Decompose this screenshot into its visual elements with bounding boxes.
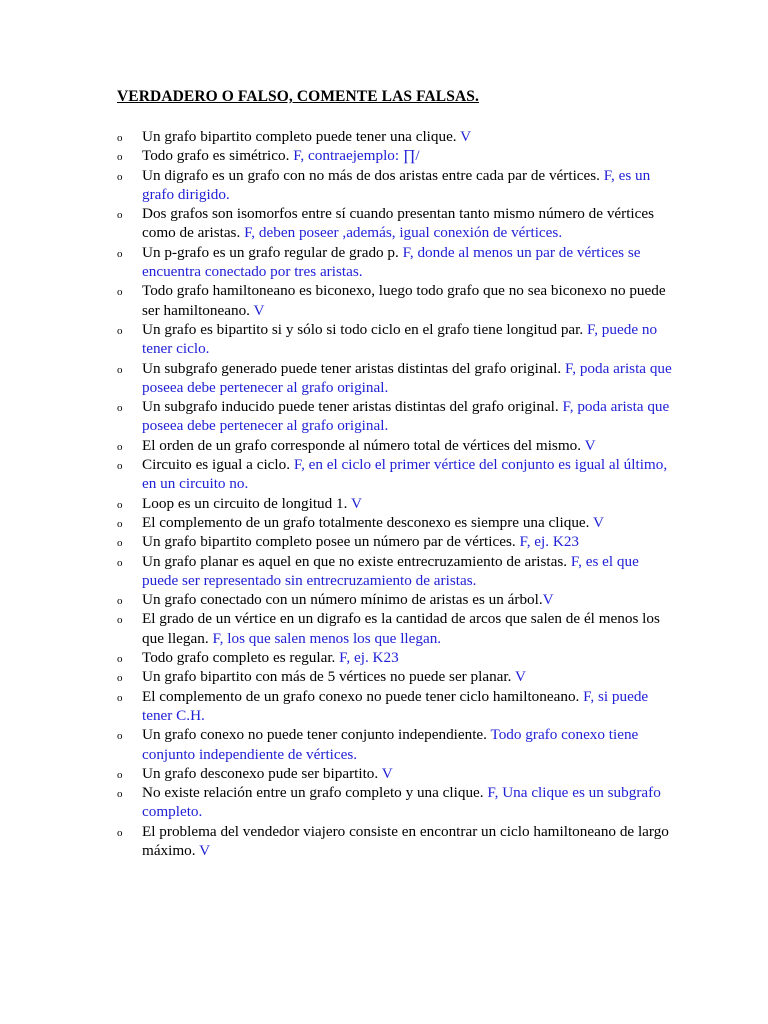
statement-text: Un grafo es bipartito si y sólo si todo ciclo en el grafo tiene longitud par. (142, 320, 587, 338)
answer-text: V (253, 301, 265, 319)
statement-text: Un p-grafo es un grafo regular de grado p. (142, 243, 403, 261)
answer-text: V (542, 591, 554, 609)
answer-text: V (514, 668, 526, 686)
answer-text: F, ej. K23 (339, 649, 399, 667)
answer-text: V (199, 841, 211, 859)
statement-item (117, 127, 677, 146)
statement-item (117, 822, 677, 861)
statement-item (117, 436, 677, 455)
bullet-icon: o (117, 556, 123, 569)
bullet-icon: o (117, 595, 123, 608)
statement-item (117, 609, 677, 648)
answer-text: V (381, 764, 393, 782)
statement-text: El problema del vendedor viajero consiste en encontrar un ciclo hamiltoneano de largo máximo. (142, 822, 669, 859)
statement-item (117, 725, 677, 764)
answer-text: V (460, 128, 472, 145)
statement-item (117, 494, 677, 513)
statement-text: Todo grafo hamiltoneano es biconexo, luego todo grafo que no sea biconexo no puede ser hamiltoneano. (142, 282, 666, 319)
statement-item (117, 513, 677, 532)
bullet-icon: o (117, 730, 123, 743)
answer-text: F, Una clique es un subgrafo completo. (142, 784, 661, 821)
bullet-icon: o (117, 672, 123, 685)
statement-item (117, 667, 677, 686)
answer-text: F, poda arista que poseea debe pertenecer al grafo original. (142, 398, 670, 435)
statement-item (117, 320, 677, 359)
statement-text: El complemento de un grafo conexo no puede tener ciclo hamiltoneano. (142, 687, 584, 705)
bullet-icon: o (117, 209, 123, 222)
bullet-icon: o (117, 517, 123, 530)
statement-text: Un grafo conectado con un número mínimo de aristas es un árbol. (142, 591, 543, 609)
statement-text: Un grafo desconexo pude ser bipartito. (142, 764, 382, 782)
bullet-icon: o (117, 826, 123, 839)
answer-text: F, puede no tener ciclo. (142, 320, 658, 358)
answer-text: F, los que salen menos los que llegan. (212, 629, 442, 647)
statement-text: Circuito es igual a ciclo. (142, 456, 294, 474)
statement-item (117, 204, 677, 243)
answer-text: F, ej. K23 (519, 533, 580, 551)
statement-item (117, 281, 677, 320)
statement-text: Todo grafo completo es regular. (142, 649, 340, 667)
statement-text: Un digrafo es un grafo con no más de dos aristas entre cada par de vértices. (142, 166, 604, 184)
bullet-icon: o (117, 324, 123, 337)
bullet-icon: o (117, 286, 123, 299)
bullet-icon: o (117, 691, 123, 704)
statement-text: Un grafo bipartito completo puede tener una clique. (142, 128, 461, 145)
bullet-icon: o (117, 537, 123, 550)
statement-item (117, 243, 677, 282)
bullet-icon: o (117, 460, 123, 473)
bullet-icon: o (117, 788, 123, 801)
statement-text: Un grafo conexo no puede tener conjunto independiente. (142, 726, 491, 744)
bullet-icon: o (117, 440, 123, 453)
statement-item (117, 397, 677, 436)
answer-text: F, donde al menos un par de vértices se encuentra conectado por tres aristas. (142, 243, 641, 281)
statement-list (117, 127, 677, 860)
statement-item (117, 687, 677, 726)
answer-text: F, es el que puede ser representado sin entrecruzamiento de aristas. (142, 552, 639, 589)
statement-text: Dos grafos son isomorfos entre sí cuando presentan tanto mismo número de vértices como de aristas. (142, 205, 655, 242)
answer-text: F, en el ciclo el primer vértice del conjunto es igual al último, en un circuito no. (142, 456, 668, 493)
statement-item (117, 532, 677, 551)
bullet-icon: o (117, 363, 123, 376)
bullet-icon: o (117, 614, 123, 627)
answer-text: V (592, 513, 604, 531)
statement-text: El complemento de un grafo totalmente desconexo es siempre una clique. (142, 513, 593, 531)
statement-text: El orden de un grafo corresponde al número total de vértices del mismo. (142, 436, 585, 454)
statement-item (117, 764, 677, 783)
statement-text: Un grafo bipartito con más de 5 vértices no puede ser planar. (142, 668, 515, 686)
answer-text: Todo grafo conexo tiene conjunto independiente de vértices. (142, 726, 639, 763)
statement-item (117, 552, 677, 591)
bullet-icon: o (117, 498, 123, 511)
statement-item (117, 359, 677, 398)
statement-text: No existe relación entre un grafo completo y una clique. (142, 784, 488, 802)
bullet-icon: o (117, 402, 123, 415)
bullet-icon: o (117, 151, 123, 164)
answer-text: F, si puede tener C.H. (142, 687, 649, 724)
statement-text: Un subgrafo inducido puede tener aristas distintas del grafo original. (142, 398, 563, 416)
answer-text: F, es un grafo dirigido. (142, 166, 651, 203)
bullet-icon: o (117, 132, 123, 144)
statement-item (117, 783, 677, 822)
statement-text: Un grafo bipartito completo posee un número par de vértices. (142, 533, 520, 551)
statement-text: El grado de un vértice en un digrafo es la cantidad de arcos que salen de él menos los que llegan. (142, 610, 660, 647)
statement-text: Loop es un circuito de longitud 1. (142, 494, 351, 512)
answer-text: F, poda arista que poseea debe pertenecer al grafo original. (142, 359, 672, 396)
statement-item (117, 590, 677, 609)
answer-text: F, contraejemplo: ∏/ (293, 147, 420, 165)
statement-text: Un subgrafo generado puede tener aristas distintas del grafo original. (142, 359, 566, 377)
document-title: VERDADERO O FALSO, COMENTE LAS FALSAS. (117, 88, 479, 105)
statement-item (117, 166, 677, 205)
statement-text: Todo grafo es simétrico. (142, 147, 294, 165)
statement-text: Un grafo planar es aquel en que no existe entrecruzamiento de aristas. (142, 552, 571, 570)
answer-text: V (350, 494, 362, 512)
statement-item (117, 146, 677, 165)
answer-text: V (584, 436, 596, 454)
statement-item (117, 455, 677, 494)
bullet-icon: o (117, 247, 123, 260)
bullet-icon: o (117, 653, 123, 666)
statement-item (117, 648, 677, 667)
bullet-icon: o (117, 768, 123, 781)
bullet-icon: o (117, 170, 123, 183)
answer-text: F, deben poseer ,además, igual conexión de vértices. (244, 224, 563, 242)
